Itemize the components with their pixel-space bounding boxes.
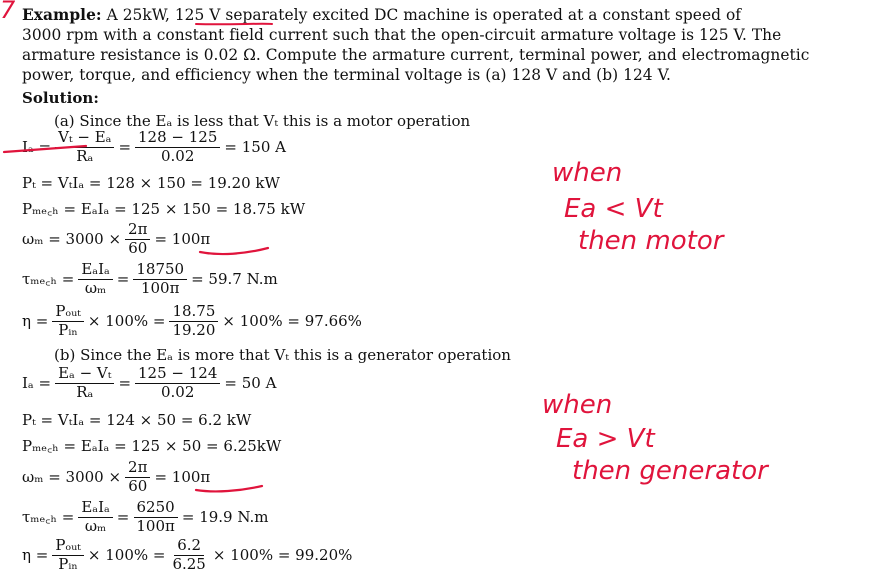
fraction-denominator: 60: [128, 238, 148, 257]
fraction-denominator: 100π: [136, 516, 175, 535]
fraction-numerator: 128 − 125: [135, 130, 220, 148]
fraction-denominator: 19.20: [172, 320, 216, 339]
eta-lhs: η =: [22, 546, 49, 565]
part-b-pmech-equation: Pₘₑ꜀ₕ = EₐIₐ = 125 × 50 = 6.25kW: [22, 437, 282, 455]
part-a-heading: (a) Since the Eₐ is less that Vₜ this is a motor operation: [54, 112, 471, 130]
handwritten-question-number: 7: [0, 0, 16, 24]
eta-result: × 100% = 97.66%: [222, 312, 362, 331]
fraction-numerator: Vₜ − Eₐ: [55, 130, 114, 148]
fraction-denominator: 6.25: [172, 554, 206, 573]
underline-125v: [196, 24, 272, 25]
part-a-pmech-equation: Pₘₑ꜀ₕ = EₐIₐ = 125 × 150 = 18.75 kW: [22, 200, 306, 218]
ia-lhs: Iₐ =: [22, 374, 52, 393]
ia-result: = 50 A: [224, 374, 277, 393]
ia-result: = 150 A: [224, 138, 286, 157]
wm-lhs: ωₘ = 3000 ×: [22, 468, 122, 487]
fraction-numerator: Pₒᵤₜ: [52, 538, 84, 556]
part-b-pt-equation: Pₜ = VₜIₐ = 124 × 50 = 6.2 kW: [22, 411, 252, 429]
underline-ia-a: [4, 146, 86, 152]
eta-mid: × 100% =: [87, 546, 166, 565]
part-b-ia-equation: Iₐ = $\frac{\text{Eₐ − Vₜ}}{\text{Rₐ}}$ = $\frac{125 - 124}{0.02}$ = 50 A: [22, 364, 277, 401]
tau-result: = 19.9 N.m: [181, 508, 269, 527]
problem-line-2: 3000 rpm with a constant field current such that the open-circuit armature voltage is 125 V. The: [22, 26, 782, 44]
part-a-pt-equation: Pₜ = VₜIₐ = 128 × 150 = 19.20 kW: [22, 174, 280, 192]
part-a-ia-equation: Iₐ = $\frac{\text{Vₜ − Eₐ}}{\text{Rₐ}}$ = $\frac{128 - 125}{0.02}$ = 150 A: [22, 128, 286, 165]
part-b-heading: (b) Since the Eₐ is more that Vₜ this is a generator operation: [54, 346, 511, 364]
problem-line-1-text: A 25kW, 125 V separately excited DC machine is operated at a constant speed of: [101, 6, 742, 24]
eta-mid: × 100% =: [87, 312, 166, 331]
eta-lhs: η =: [22, 312, 49, 331]
handwritten-note-b-when: when: [542, 390, 613, 420]
underline-100pi-a: [200, 248, 268, 254]
handwritten-note-a-condition: Ea < Vt: [564, 194, 663, 224]
fraction-numerator: Eₐ − Vₜ: [55, 366, 114, 384]
fraction-denominator: 0.02: [161, 146, 195, 165]
solution-heading: Solution:: [22, 89, 99, 107]
handwritten-note-a-when: when: [552, 158, 623, 188]
fraction-numerator: 2π: [125, 460, 150, 478]
tau-lhs: τₘₑ꜀ₕ =: [22, 270, 75, 289]
fraction-numerator: 6250: [134, 500, 178, 518]
fraction-denominator: 60: [128, 476, 148, 495]
fraction-denominator: Rₐ: [76, 382, 94, 401]
underline-100pi-b: [196, 486, 262, 491]
part-b-tau-equation: τₘₑ꜀ₕ = $\frac{\text{EₐIₐ}}{\text{ωₘ}}$ = $\frac{6250}{100\pi}$ = 19.9 N.m: [22, 498, 269, 535]
handwritten-note-b-condition: Ea > Vt: [556, 424, 655, 454]
wm-result: = 100π: [154, 468, 211, 487]
problem-line-4: power, torque, and efficiency when the terminal voltage is (a) 128 V and (b) 124 V.: [22, 66, 671, 84]
problem-line-3: armature resistance is 0.02 Ω. Compute the armature current, terminal power, and electromagnetic: [22, 46, 810, 64]
fraction-numerator: 18.75: [169, 304, 218, 322]
fraction-denominator: Rₐ: [76, 146, 94, 165]
fraction-numerator: 6.2: [174, 538, 204, 556]
fraction-denominator: Pᵢₙ: [58, 320, 78, 339]
ia-lhs: Iₐ =: [22, 138, 52, 157]
tau-result: = 59.7 N.m: [191, 270, 278, 289]
fraction-numerator: 2π: [125, 222, 150, 240]
part-a-tau-equation: τₘₑ꜀ₕ = $\frac{\text{EₐIₐ}}{\text{ωₘ}}$ = $\frac{18750}{100\pi}$ = 59.7 N.m: [22, 260, 278, 297]
wm-result: = 100π: [154, 230, 211, 249]
fraction-denominator: 0.02: [161, 382, 195, 401]
fraction-numerator: EₐIₐ: [78, 500, 112, 518]
tau-lhs: τₘₑ꜀ₕ =: [22, 508, 75, 527]
fraction-numerator: 18750: [133, 262, 187, 280]
fraction-numerator: Pₒᵤₜ: [52, 304, 84, 322]
handwritten-note-a-then: then motor: [578, 226, 724, 256]
eta-result: × 100% = 99.20%: [212, 546, 353, 565]
fraction-denominator: ωₘ: [84, 516, 107, 535]
example-label: Example:: [22, 6, 102, 24]
fraction-denominator: 100π: [140, 278, 180, 297]
handwritten-note-b-then: then generator: [572, 456, 768, 486]
fraction-numerator: EₐIₐ: [78, 262, 112, 280]
wm-lhs: ωₘ = 3000 ×: [22, 230, 122, 249]
fraction-numerator: 125 − 124: [135, 366, 220, 384]
fraction-denominator: ωₘ: [84, 278, 107, 297]
fraction-denominator: Pᵢₙ: [58, 554, 78, 573]
